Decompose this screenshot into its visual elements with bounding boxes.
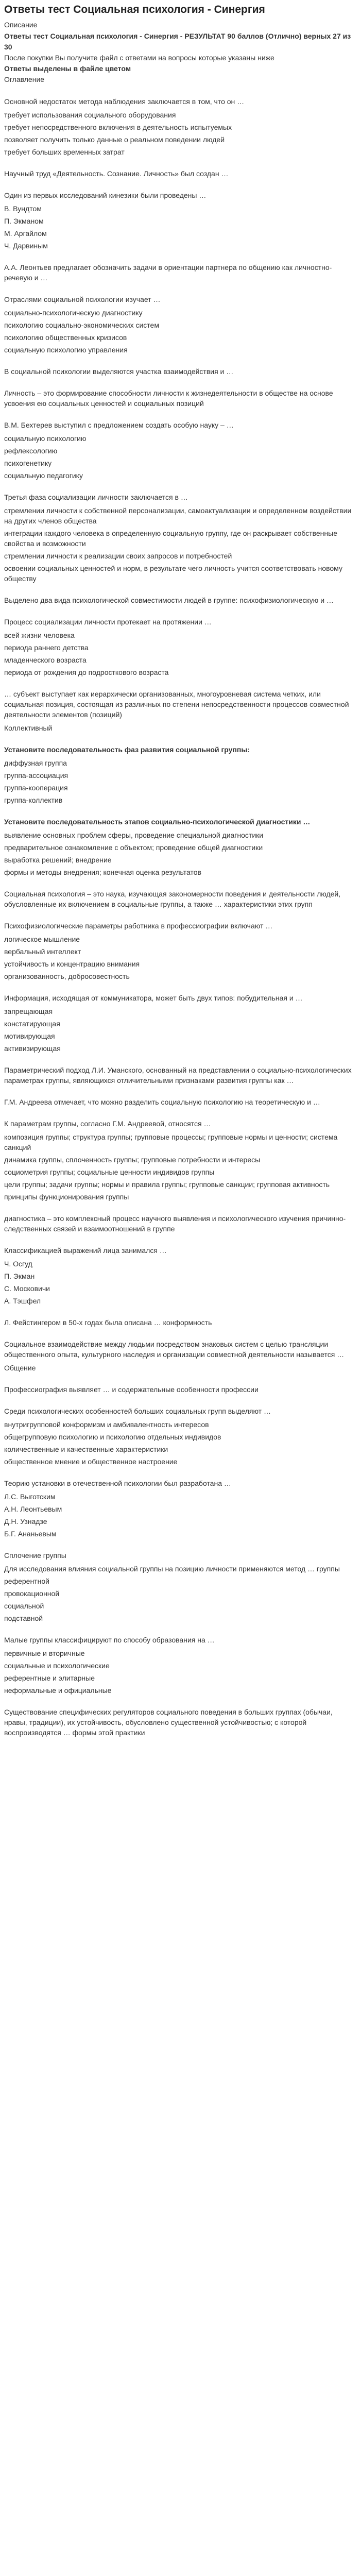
answer-option: динамика группы, сплоченность группы; групповые потребности и интересы [4,1156,261,1164]
answer-option: позволяет получить только данные о реальном поведении людей [4,135,225,144]
answer-option: стремлении личности к собственной персонализации, самоактуализации и определенном воздействии на других членов общества [4,506,352,525]
answer-option: внутригрупповой конформизм и амбивалентность интересов [4,1420,209,1429]
question-block [4,817,357,877]
answer-option: А. Тэшфел [4,1297,41,1305]
question-block [4,744,357,805]
answer-option: устойчивость и концентрацию внимания [4,960,140,968]
answer-option: группа-кооперация [4,784,68,792]
answer-option: организованность, добросовестность [4,972,130,980]
question-block [4,1245,357,1306]
answer-option: выявление основных проблем сферы, проведение специальной диагностики [4,831,264,839]
answer-option: социально-психологическую диагностику [4,309,143,317]
answer-option: неформальные и официальные [4,1686,112,1694]
question-text: Классификацией выражений лица занимался … [4,1246,167,1255]
answer-option: референтной [4,1577,49,1585]
question-text: Среди психологических особенностей больших социальных групп выделяют … [4,1407,271,1415]
question-text: Сплочение группы [4,1551,66,1560]
answer-option: социальной [4,1602,44,1610]
question-text: Социальная психология – это наука, изучающая закономерности поведения и деятельности людей, обусловленные их включением в социальные группы, а также … характеристики этих групп [4,890,341,908]
answer-option: Коллективный [4,724,53,732]
answer-option: общественное мнение и общественное настроение [4,1458,178,1466]
answer-option: цели группы; задачи группы; нормы и правила группы; групповые санкции; групповая активность [4,1180,330,1189]
answer-option: констатирующая [4,1020,60,1028]
question-text: Основной недостаток метода наблюдения заключается в том, что он … [4,97,245,106]
question-block [4,889,357,909]
question-text: Личность – это формирование способности личности к жизнедеятельности в обществе на основе усвоения ею социальных ценностей и социальных позиций [4,389,333,408]
answer-option: младенческого возраста [4,656,87,664]
description-text: Ответы тест Социальная психология - Синергия - РЕЗУЛЬТАТ 90 баллов (Отлично) верных 27 из 30 [4,32,351,51]
question-block [4,1406,357,1467]
answer-option: социометрия группы; социальные ценности индивидов группы [4,1168,215,1176]
question-block [4,1478,357,1539]
answer-option: референтные и элитарные [4,1674,95,1682]
question-text: Установите последовательность фаз развития социальной группы: [4,745,250,754]
question-block [4,366,357,377]
question-block [4,1065,357,1086]
answer-option: запрещающая [4,1007,53,1015]
question-text: … субъект выступает как иерархически организованных, многоуровневая система четких, или социальная позиция, состоящая из различных по степени непосредственности процессов совместной деятельности элементов (позиций) [4,690,349,719]
answer-option: требует использования социального оборудования [4,111,176,119]
answer-option: психологию общественных кризисов [4,333,127,342]
answer-option: освоении социальных ценностей и норм, в результате чего личность учится соответствовать новому обществу [4,564,342,583]
answer-option: логическое мышление [4,935,80,943]
answer-option: вербальный интеллект [4,947,81,956]
answer-option: подставной [4,1614,43,1622]
answer-option: Ч. Осгуд [4,1260,32,1268]
question-text: В.М. Бехтерев выступил с предложением создать особую науку – … [4,421,234,429]
answer-option: провокационной [4,1589,60,1598]
toc-label: Оглавление [4,75,45,83]
question-block [4,1118,357,1202]
answer-option: социальные и психологические [4,1662,110,1670]
answer-option: группа-ассоциация [4,771,68,779]
question-list [4,96,357,1738]
answer-option: социальную психологию [4,434,87,443]
answer-option: рефлексологию [4,447,58,455]
question-text: Параметрический подход Л.И. Уманского, основанный на представлении о социально-психологических параметрах группы, являющихся отличительными признаками развития группы как … [4,1066,352,1084]
question-block [4,1550,357,1623]
answer-option: формы и методы внедрения; конечная оценка результатов [4,868,201,876]
answer-option: Ч. Дарвиным [4,242,48,250]
question-block [4,1707,357,1738]
question-block [4,595,357,605]
answer-option: выработка решений; внедрение [4,856,112,864]
answer-option: периода раннего детства [4,643,89,652]
question-block [4,921,357,981]
answer-option: психогенетику [4,459,52,467]
answer-option: Л.С. Выготским [4,1493,56,1501]
question-text: Информация, исходящая от коммуникатора, может быть двух типов: побудительная и … [4,994,303,1002]
answer-option: интеграции каждого человека в определенную социальную группу, где он раскрывает собственные свойства и возможности [4,529,337,548]
answer-option: Общение [4,1364,36,1372]
answer-option: всей жизни человека [4,631,75,639]
question-block [4,617,357,677]
question-text: Профессиография выявляет … и содержательные особенности профессии [4,1385,259,1394]
question-text: Социальное взаимодействие между людьми посредством знаковых систем с целью трансляции общественного опыта, культурного наследия и организации совместной деятельности называется … [4,1340,345,1359]
description-label: Описание [4,21,38,29]
page-title: Ответы тест Социальная психология - Синергия [4,4,265,15]
question-text: Один из первых исследований кинезики были проведены … [4,191,207,199]
question-block [4,168,357,179]
question-text: Научный труд «Деятельность. Сознание. Личность» был создан … [4,170,229,178]
answer-option: количественные и качественные характеристики [4,1445,168,1453]
answer-option: первичные и вторичные [4,1649,85,1657]
answer-option: диффузная группа [4,759,67,767]
question-block [4,1317,357,1328]
question-text: диагностика – это комплексный процесс научного выявления и психологического изучения причинно-следственных связей и взаимоотношений в группе [4,1214,346,1233]
answer-option: композиция группы; структура группы; групповые процессы; групповые нормы и ценности; система санкций [4,1133,338,1151]
answer-option: Д.Н. Узнадзе [4,1517,47,1526]
question-text: Выделено два вида психологической совместимости людей в группе: психофизиологическую и … [4,596,334,604]
question-text: В социальной психологии выделяются участка взаимодействия и … [4,367,234,376]
description-block [4,20,357,85]
answer-option: активизирующая [4,1044,61,1053]
question-block [4,420,357,481]
answer-option: группа-коллектив [4,796,63,804]
question-block [4,1635,357,1696]
question-text: Отраслями социальной психологии изучает … [4,295,161,303]
question-block [4,492,357,584]
answer-option: С. Московичи [4,1284,50,1293]
question-block [4,689,357,733]
question-block [4,262,357,283]
question-block [4,190,357,251]
question-text: Малые группы классифицируют по способу образования на … [4,1636,215,1644]
question-block [4,96,357,157]
answer-option: требует больших временных затрат [4,148,125,156]
question-text: Г.М. Андреева отмечает, что можно разделить социальную психологию на теоретическую и … [4,1098,320,1106]
answer-option: В. Вундтом [4,205,42,213]
question-text: А.А. Леонтьев предлагает обозначить задачи в ориентации партнера по общению как личностно-речевую и … [4,263,332,282]
question-block [4,1339,357,1373]
answer-option: стремлении личности к реализации своих запросов и потребностей [4,552,232,560]
answer-option: предварительное ознакомление с объектом; проведение общей диагностики [4,843,263,852]
answer-option: Для исследования влияния социальной группы на позицию личности применяются метод … группы [4,1565,340,1573]
highlight-note: Ответы выделены в файле цветом [4,64,131,73]
purchase-instruction: После покупки Вы получите файл с ответами на вопросы которые указаны ниже [4,54,274,62]
question-text: Психофизиологические параметры работника в профессиографии включают … [4,922,273,930]
question-block [4,993,357,1054]
answer-option: мотивирующая [4,1032,55,1040]
question-block [4,1213,357,1234]
question-text: Л. Фейстингером в 50-х годах была описана … конформность [4,1318,212,1327]
answer-option: общегрупповую психологию и психологию отдельных индивидов [4,1433,221,1441]
answer-option: принципы функционирования группы [4,1193,129,1201]
answer-option: П. Экман [4,1272,35,1280]
answer-option: психологию социально-экономических систем [4,321,159,329]
answer-option: А.Н. Леонтьевым [4,1505,62,1513]
answer-option: П. Экманом [4,217,44,225]
answer-option: периода от рождения до подросткового возраста [4,668,169,676]
answer-option: социальную психологию управления [4,346,128,354]
question-text: Третья фаза социализации личности заключается в … [4,493,188,501]
question-block [4,1097,357,1107]
question-block [4,388,357,409]
question-text: Теорию установки в отечественной психологии был разработана … [4,1479,231,1487]
answer-option: М. Аргайлом [4,229,47,238]
question-block [4,294,357,355]
answer-option: социальную педагогику [4,471,83,480]
question-text: Установите последовательность этапов социально-психологической диагностики … [4,818,311,826]
question-text: Процесс социализации личности протекает на протяжении … [4,618,212,626]
question-block [4,1384,357,1395]
question-text: К параметрам группы, согласно Г.М. Андреевой, относятся … [4,1120,211,1128]
answer-option: Б.Г. Ананьевым [4,1530,57,1538]
answer-option: требует непосредственного включения в деятельность испытуемых [4,123,232,131]
question-text: Существование специфических регуляторов социального поведения в больших группах (обычаи, нравы, традиции), их устойчивость, обусловлено существенной устойчивостью; с которой воспроизводятся … формы этой практики [4,1708,333,1737]
